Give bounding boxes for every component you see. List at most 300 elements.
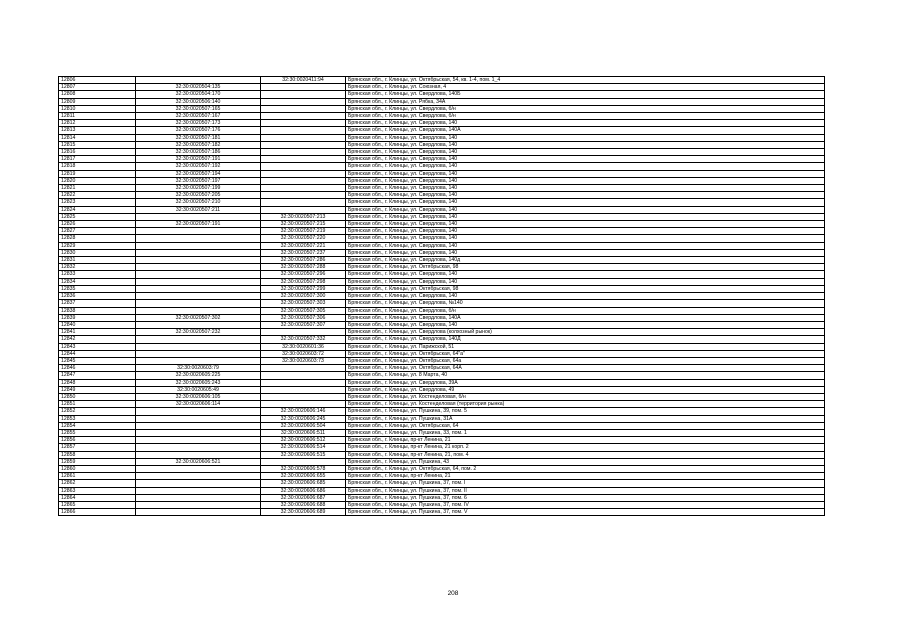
cadastral-number-cell [261, 91, 346, 98]
register-table-body [59, 77, 825, 516]
address-cell: Брянская обл., г. Клинцы, пр-кт Ленина, 21 корп. 2 [346, 444, 825, 451]
row-number-cell: 12826 [59, 221, 136, 228]
table-row [59, 242, 825, 249]
old-cadastral-cell: 32:30:0020507:181 [136, 134, 261, 141]
cadastral-number-cell: 32:30:0020606:578 [261, 465, 346, 472]
address-cell: Брянская обл., г. Клинцы, ул. Свердлова, 140 [346, 271, 825, 278]
cadastral-number-cell: 32:30:0020606:245 [261, 415, 346, 422]
row-number-cell: 12859 [59, 458, 136, 465]
cadastral-number-cell: 32:30:0020606:504 [261, 422, 346, 429]
cadastral-number-cell: 32:30:0020507:221 [261, 242, 346, 249]
old-cadastral-cell [136, 350, 261, 357]
old-cadastral-cell: 32:30:0020507:167 [136, 113, 261, 120]
row-number-cell: 12844 [59, 350, 136, 357]
address-cell: Брянская обл., г. Клинцы, ул. Свердлова, 140 [346, 134, 825, 141]
row-number-cell: 12820 [59, 177, 136, 184]
row-number-cell: 12813 [59, 127, 136, 134]
old-cadastral-cell: 32:30:0020506:140 [136, 98, 261, 105]
table-row [59, 422, 825, 429]
table-row [59, 509, 825, 516]
table-row [59, 429, 825, 436]
table-row [59, 228, 825, 235]
table-row [59, 149, 825, 156]
cadastral-number-cell: 32:30:0020606:686 [261, 487, 346, 494]
row-number-cell: 12855 [59, 429, 136, 436]
cadastral-number-cell: 32:30:0020603:73 [261, 357, 346, 364]
table-row [59, 84, 825, 91]
old-cadastral-cell: 32:30:0020504:135 [136, 84, 261, 91]
address-cell: Брянская обл., г. Клинцы, ул. Свердлова, 140 [346, 235, 825, 242]
table-row [59, 465, 825, 472]
table-row [59, 285, 825, 292]
old-cadastral-cell [136, 429, 261, 436]
table-row [59, 350, 825, 357]
address-cell: Брянская обл., г. Клинцы, ул. Свердлова, 140 [346, 249, 825, 256]
old-cadastral-cell [136, 473, 261, 480]
table-row [59, 156, 825, 163]
table-row [59, 379, 825, 386]
address-cell: Брянская обл., г. Клинцы, ул. Свердлова, 140 [346, 177, 825, 184]
address-cell: Брянская обл., г. Клинцы, ул. Костенделовая, б/н [346, 393, 825, 400]
old-cadastral-cell: 32:30:0020603:79 [136, 365, 261, 372]
address-cell: Брянская обл., г. Клинцы, ул. Свердлова, 140 [346, 170, 825, 177]
old-cadastral-cell: 32:30:0020507:191 [136, 156, 261, 163]
cadastral-number-cell [261, 127, 346, 134]
old-cadastral-cell: 32:30:0020507:182 [136, 141, 261, 148]
row-number-cell: 12835 [59, 285, 136, 292]
cadastral-number-cell: 32:30:0020507:296 [261, 271, 346, 278]
address-cell: Брянская обл., г. Клинцы, ул. Свердлова, 140 [346, 221, 825, 228]
address-cell: Брянская обл., г. Клинцы, ул. Свердлова, 140 [346, 242, 825, 249]
cadastral-number-cell: 32:30:0020507:306 [261, 314, 346, 321]
old-cadastral-cell: 32:30:0020507:191 [136, 221, 261, 228]
table-row [59, 221, 825, 228]
row-number-cell: 12858 [59, 451, 136, 458]
address-cell: Брянская обл., г. Клинцы, ул. Октябрьская, 64а [346, 357, 825, 364]
row-number-cell: 12809 [59, 98, 136, 105]
cadastral-number-cell [261, 458, 346, 465]
table-row [59, 480, 825, 487]
old-cadastral-cell [136, 278, 261, 285]
cadastral-number-cell: 32:30:0020411:94 [261, 77, 346, 84]
table-row [59, 177, 825, 184]
row-number-cell: 12852 [59, 408, 136, 415]
row-number-cell: 12860 [59, 465, 136, 472]
address-cell: Брянская обл., г. Клинцы, ул. Свердлова, 140 [346, 293, 825, 300]
cadastral-number-cell: 32:30:0020507:215 [261, 221, 346, 228]
address-cell: Брянская обл., г. Клинцы, ул. Свердлова, 140 [346, 199, 825, 206]
address-cell: Брянская обл., г. Клинцы, ул. Свердлова, 140Д [346, 336, 825, 343]
address-cell: Брянская обл., г. Клинцы, ул. Пушкина, 37, пом. V [346, 509, 825, 516]
row-number-cell: 12807 [59, 84, 136, 91]
cadastral-number-cell: 32:30:0020507:300 [261, 293, 346, 300]
address-cell: Брянская обл., г. Клинцы, ул. Свердлова, 140 [346, 278, 825, 285]
old-cadastral-cell: 32:30:0020605:225 [136, 372, 261, 379]
cadastral-number-cell: 32:30:0020606:515 [261, 451, 346, 458]
address-cell: Брянская обл., г. Клинцы, ул. Свердлова, 140 [346, 192, 825, 199]
old-cadastral-cell [136, 228, 261, 235]
row-number-cell: 12837 [59, 300, 136, 307]
old-cadastral-cell: 32:30:0020606:114 [136, 401, 261, 408]
address-cell: Брянская обл., г. Клинцы, ул. Свердлова, 140 [346, 206, 825, 213]
table-row [59, 343, 825, 350]
table-row [59, 401, 825, 408]
address-cell: Брянская обл., г. Клинцы, пр-кт Ленина, 21, пом. 4 [346, 451, 825, 458]
address-cell: Брянская обл., г. Клинцы, ул. Рябка, 34А [346, 98, 825, 105]
old-cadastral-cell [136, 213, 261, 220]
cadastral-number-cell [261, 386, 346, 393]
table-row [59, 213, 825, 220]
cadastral-number-cell [261, 149, 346, 156]
table-row [59, 329, 825, 336]
cadastral-number-cell: 32:30:0020507:303 [261, 300, 346, 307]
cadastral-number-cell [261, 206, 346, 213]
cadastral-number-cell: 32:30:0020507:307 [261, 321, 346, 328]
old-cadastral-cell [136, 357, 261, 364]
old-cadastral-cell: 32:30:0020504:170 [136, 91, 261, 98]
old-cadastral-cell: 32:30:0020507:194 [136, 170, 261, 177]
cadastral-number-cell [261, 199, 346, 206]
row-number-cell: 12836 [59, 293, 136, 300]
row-number-cell: 12827 [59, 228, 136, 235]
old-cadastral-cell [136, 415, 261, 422]
cadastral-number-cell [261, 120, 346, 127]
old-cadastral-cell [136, 494, 261, 501]
address-cell: Брянская обл., г. Клинцы, ул. Пушкина, 33, пом. 1 [346, 429, 825, 436]
row-number-cell: 12830 [59, 249, 136, 256]
table-row [59, 365, 825, 372]
table-row [59, 386, 825, 393]
cadastral-number-cell [261, 113, 346, 120]
address-cell: Брянская обл., г. Клинцы, ул. Свердлова, б/н [346, 105, 825, 112]
table-row [59, 444, 825, 451]
row-number-cell: 12838 [59, 307, 136, 314]
address-cell: Брянская обл., г. Клинцы, ул. Октябрьская, 98 [346, 264, 825, 271]
old-cadastral-cell [136, 343, 261, 350]
old-cadastral-cell: 32:30:0020605:243 [136, 379, 261, 386]
row-number-cell: 12815 [59, 141, 136, 148]
address-cell: Брянская обл., г. Клинцы, ул. Октябрьская, 98 [346, 285, 825, 292]
table-row [59, 98, 825, 105]
row-number-cell: 12846 [59, 365, 136, 372]
address-cell: Брянская обл., г. Клинцы, ул. Союзная, 4 [346, 84, 825, 91]
old-cadastral-cell [136, 480, 261, 487]
table-row [59, 501, 825, 508]
table-row [59, 257, 825, 264]
table-row [59, 494, 825, 501]
row-number-cell: 12811 [59, 113, 136, 120]
table-row [59, 199, 825, 206]
old-cadastral-cell: 32:30:0020507:199 [136, 185, 261, 192]
address-cell: Брянская обл., г. Клинцы, ул. Октябрьская, 64А [346, 365, 825, 372]
table-row [59, 458, 825, 465]
cadastral-number-cell: 32:30:0020606:511 [261, 429, 346, 436]
table-row [59, 278, 825, 285]
address-cell: Брянская обл., г. Клинцы, ул. Свердлова, 49 [346, 386, 825, 393]
row-number-cell: 12854 [59, 422, 136, 429]
old-cadastral-cell [136, 293, 261, 300]
cadastral-number-cell: 32:30:0020606:687 [261, 494, 346, 501]
row-number-cell: 12825 [59, 213, 136, 220]
table-row [59, 141, 825, 148]
cadastral-number-cell: 32:30:0020606:688 [261, 501, 346, 508]
table-row [59, 408, 825, 415]
cadastral-number-cell: 32:30:0020601:36 [261, 343, 346, 350]
address-cell: Брянская обл., г. Клинцы, ул. Свердлова, 140 [346, 156, 825, 163]
address-cell: Брянская обл., г. Клинцы, ул. Свердлова, 140Б [346, 91, 825, 98]
table-row [59, 185, 825, 192]
cadastral-number-cell: 32:30:0020606:685 [261, 480, 346, 487]
cadastral-number-cell: 32:30:0020507:298 [261, 278, 346, 285]
table-row [59, 321, 825, 328]
table-row [59, 77, 825, 84]
cadastral-number-cell [261, 329, 346, 336]
row-number-cell: 12832 [59, 264, 136, 271]
register-table [58, 76, 825, 516]
old-cadastral-cell [136, 501, 261, 508]
table-row [59, 473, 825, 480]
address-cell: Брянская обл., г. Клинцы, ул. Пушкина, 37, пом. I [346, 480, 825, 487]
address-cell: Брянская обл., г. Клинцы, ул. Свердлова, б/н [346, 307, 825, 314]
table-row [59, 192, 825, 199]
old-cadastral-cell: 32:30:0020507:232 [136, 329, 261, 336]
old-cadastral-cell [136, 509, 261, 516]
address-cell: Брянская обл., г. Клинцы, ул. Свердлова, 140 [346, 228, 825, 235]
old-cadastral-cell [136, 437, 261, 444]
row-number-cell: 12864 [59, 494, 136, 501]
cadastral-number-cell: 32:30:0020603:72 [261, 350, 346, 357]
cadastral-number-cell [261, 192, 346, 199]
row-number-cell: 12866 [59, 509, 136, 516]
cadastral-number-cell [261, 84, 346, 91]
row-number-cell: 12850 [59, 393, 136, 400]
row-number-cell: 12842 [59, 336, 136, 343]
row-number-cell: 12862 [59, 480, 136, 487]
cadastral-number-cell: 32:30:0020507:332 [261, 336, 346, 343]
row-number-cell: 12840 [59, 321, 136, 328]
cadastral-number-cell: 32:30:0020507:213 [261, 213, 346, 220]
table-row [59, 293, 825, 300]
table-row [59, 415, 825, 422]
address-cell: Брянская обл., г. Клинцы, ул. Свердлова, 140 [346, 213, 825, 220]
table-row [59, 271, 825, 278]
table-row [59, 91, 825, 98]
row-number-cell: 12847 [59, 372, 136, 379]
address-cell: Брянская обл., г. Клинцы, ул. Октябрьская, 64 [346, 422, 825, 429]
cadastral-number-cell [261, 141, 346, 148]
row-number-cell: 12822 [59, 192, 136, 199]
address-cell: Брянская обл., г. Клинцы, ул. Пушкина, 31А [346, 415, 825, 422]
table-row [59, 235, 825, 242]
address-cell: Брянская обл., г. Клинцы, ул. 8 Марта, 40 [346, 372, 825, 379]
row-number-cell: 12865 [59, 501, 136, 508]
table-row [59, 314, 825, 321]
cadastral-number-cell [261, 379, 346, 386]
row-number-cell: 12851 [59, 401, 136, 408]
table-row [59, 105, 825, 112]
cadastral-number-cell [261, 98, 346, 105]
table-row [59, 437, 825, 444]
row-number-cell: 12861 [59, 473, 136, 480]
row-number-cell: 12843 [59, 343, 136, 350]
row-number-cell: 12829 [59, 242, 136, 249]
old-cadastral-cell [136, 336, 261, 343]
cadastral-number-cell [261, 185, 346, 192]
row-number-cell: 12833 [59, 271, 136, 278]
old-cadastral-cell: 32:30:0020606:521 [136, 458, 261, 465]
old-cadastral-cell: 32:30:0020606:105 [136, 393, 261, 400]
cadastral-number-cell: 32:30:0020507:299 [261, 285, 346, 292]
row-number-cell: 12848 [59, 379, 136, 386]
old-cadastral-cell: 32:30:0020507:176 [136, 127, 261, 134]
address-cell: Брянская обл., г. Клинцы, ул. Октябрьская, 64"а" [346, 350, 825, 357]
address-cell: Брянская обл., г. Клинцы, ул. Свердлова, б/н [346, 113, 825, 120]
row-number-cell: 12834 [59, 278, 136, 285]
old-cadastral-cell [136, 257, 261, 264]
cadastral-number-cell [261, 372, 346, 379]
old-cadastral-cell [136, 77, 261, 84]
row-number-cell: 12839 [59, 314, 136, 321]
row-number-cell: 12812 [59, 120, 136, 127]
row-number-cell: 12863 [59, 487, 136, 494]
address-cell: Брянская обл., г. Клинцы, ул. Пушкина, 37, пом. II [346, 487, 825, 494]
row-number-cell: 12818 [59, 163, 136, 170]
address-cell: Брянская обл., г. Клинцы, ул. Свердлова, 140 [346, 163, 825, 170]
address-cell: Брянская обл., г. Клинцы, ул. Октябрьская, 64, пом. 2 [346, 465, 825, 472]
old-cadastral-cell [136, 422, 261, 429]
cadastral-number-cell [261, 401, 346, 408]
old-cadastral-cell: 32:30:0020507:186 [136, 149, 261, 156]
row-number-cell: 12828 [59, 235, 136, 242]
cadastral-number-cell: 32:30:0020606:514 [261, 444, 346, 451]
page-number: 208 [447, 590, 459, 597]
cadastral-number-cell: 32:30:0020606:655 [261, 473, 346, 480]
old-cadastral-cell: 32:30:0020507:302 [136, 314, 261, 321]
old-cadastral-cell: 32:30:0020507:205 [136, 192, 261, 199]
row-number-cell: 12814 [59, 134, 136, 141]
table-row [59, 300, 825, 307]
address-cell: Брянская обл., г. Клинцы, ул. Пушкина, 39, пом. 5 [346, 408, 825, 415]
cadastral-number-cell [261, 105, 346, 112]
old-cadastral-cell [136, 321, 261, 328]
row-number-cell: 12841 [59, 329, 136, 336]
row-number-cell: 12823 [59, 199, 136, 206]
address-cell: Брянская обл., г. Клинцы, ул. Свердлова, 140д [346, 257, 825, 264]
old-cadastral-cell: 32:30:0020507:210 [136, 199, 261, 206]
row-number-cell: 12806 [59, 77, 136, 84]
table-row [59, 336, 825, 343]
cadastral-number-cell: 32:30:0020507:219 [261, 228, 346, 235]
cadastral-number-cell [261, 393, 346, 400]
old-cadastral-cell [136, 285, 261, 292]
old-cadastral-cell: 32:30:0020507:197 [136, 177, 261, 184]
address-cell: Брянская обл., г. Клинцы, ул. Пушкина, 37, пом. 6 [346, 494, 825, 501]
table-row [59, 307, 825, 314]
table-row [59, 170, 825, 177]
address-cell: Брянская обл., г. Клинцы, пр-кт Ленина, 21 [346, 437, 825, 444]
cadastral-number-cell: 32:30:0020507:220 [261, 235, 346, 242]
old-cadastral-cell [136, 249, 261, 256]
table-row [59, 372, 825, 379]
cadastral-number-cell [261, 163, 346, 170]
table-row [59, 451, 825, 458]
old-cadastral-cell: 32:30:0020507:211 [136, 206, 261, 213]
cadastral-number-cell [261, 156, 346, 163]
table-row [59, 264, 825, 271]
old-cadastral-cell [136, 451, 261, 458]
cadastral-number-cell [261, 134, 346, 141]
cadastral-number-cell [261, 177, 346, 184]
table-row [59, 393, 825, 400]
cadastral-number-cell: 32:30:0020507:237 [261, 249, 346, 256]
cadastral-number-cell: 32:30:0020507:286 [261, 257, 346, 264]
row-number-cell: 12808 [59, 91, 136, 98]
cadastral-number-cell: 32:30:0020606:146 [261, 408, 346, 415]
address-cell: Брянская обл., г. Клинцы, ул. Октябрьская, 54, кв. 1-4, пом. 1_4 [346, 77, 825, 84]
address-cell: Брянская обл., г. Клинцы, ул. Свердлова, 140 [346, 120, 825, 127]
address-cell: Брянская обл., г. Клинцы, ул. Свердлова, 140 [346, 149, 825, 156]
address-cell: Брянская обл., г. Клинцы, ул. Пушкина, 37, пом. IV [346, 501, 825, 508]
old-cadastral-cell [136, 264, 261, 271]
table-row [59, 206, 825, 213]
address-cell: Брянская обл., г. Клинцы, ул. Свердлова, 140А [346, 127, 825, 134]
old-cadastral-cell [136, 307, 261, 314]
table-row [59, 127, 825, 134]
address-cell: Брянская обл., г. Клинцы, ул. Парижской, 51 [346, 343, 825, 350]
row-number-cell: 12849 [59, 386, 136, 393]
table-row [59, 134, 825, 141]
table-row [59, 163, 825, 170]
address-cell: Брянская обл., г. Клинцы, ул. Свердлова, 140А [346, 314, 825, 321]
address-cell: Брянская обл., г. Клинцы, ул. Костенделовая (территория рынка) [346, 401, 825, 408]
old-cadastral-cell [136, 408, 261, 415]
row-number-cell: 12824 [59, 206, 136, 213]
old-cadastral-cell: 32:30:0020507:165 [136, 105, 261, 112]
address-cell: Брянская обл., г. Клинцы, ул. Свердлова (колхозный рынок) [346, 329, 825, 336]
row-number-cell: 12856 [59, 437, 136, 444]
old-cadastral-cell: 32:30:0020507:173 [136, 120, 261, 127]
row-number-cell: 12819 [59, 170, 136, 177]
cadastral-number-cell [261, 170, 346, 177]
row-number-cell: 12831 [59, 257, 136, 264]
address-cell: Брянская обл., г. Клинцы, ул. Свердлова, 140 [346, 321, 825, 328]
row-number-cell: 12845 [59, 357, 136, 364]
address-cell: Брянская обл., г. Клинцы, ул. Свердлова, 39А [346, 379, 825, 386]
old-cadastral-cell [136, 487, 261, 494]
old-cadastral-cell: 32:30:0020605:49 [136, 386, 261, 393]
address-cell: Брянская обл., г. Клинцы, ул. Свердлова, 140 [346, 185, 825, 192]
old-cadastral-cell [136, 300, 261, 307]
address-cell: Брянская обл., г. Клинцы, ул. Свердлова, №140 [346, 300, 825, 307]
row-number-cell: 12816 [59, 149, 136, 156]
table-row [59, 113, 825, 120]
old-cadastral-cell [136, 242, 261, 249]
cadastral-number-cell: 32:30:0020606:512 [261, 437, 346, 444]
old-cadastral-cell: 32:30:0020507:192 [136, 163, 261, 170]
table-row [59, 249, 825, 256]
table-row [59, 357, 825, 364]
row-number-cell: 12853 [59, 415, 136, 422]
table-row [59, 120, 825, 127]
old-cadastral-cell [136, 465, 261, 472]
old-cadastral-cell [136, 235, 261, 242]
address-cell: Брянская обл., г. Клинцы, пр-кт Ленина, 21 [346, 473, 825, 480]
row-number-cell: 12817 [59, 156, 136, 163]
cadastral-number-cell: 32:30:0020507:288 [261, 264, 346, 271]
cadastral-number-cell [261, 365, 346, 372]
row-number-cell: 12810 [59, 105, 136, 112]
row-number-cell: 12821 [59, 185, 136, 192]
